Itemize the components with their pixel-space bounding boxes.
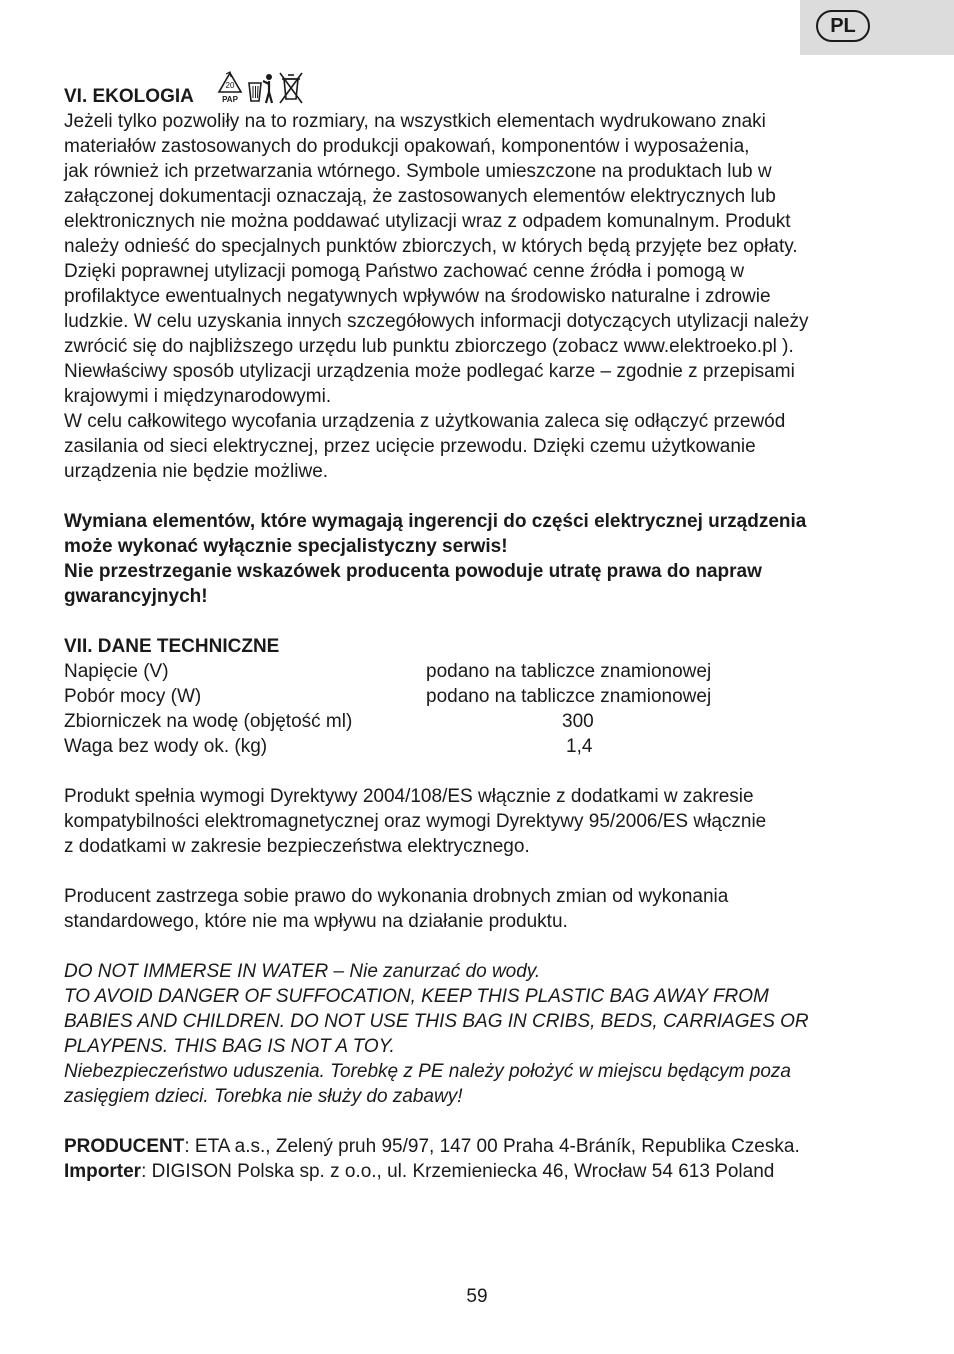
crossed-out-bin-icon [278, 71, 304, 105]
spec-row [64, 684, 884, 709]
spec-label: Waga bez wody ok. (kg) [64, 736, 268, 757]
ecology-line: zwrócić się do najbliższego urzędu lub punktu zbiorczego (zobacz www.elektroeko.pl ). [64, 336, 794, 357]
ecology-line: Jeżeli tylko pozwoliły na to rozmiary, na wszystkich elementach wydrukowano znaki [64, 111, 766, 132]
warning-line: Nie przestrzeganie wskazówek producenta powoduje utratę prawa do napraw [64, 561, 762, 582]
spec-row [64, 734, 884, 759]
svg-text:PAP: PAP [221, 95, 238, 104]
ecology-line: należy odnieść do specjalnych punktów zbiorczych, w których będą przyjęte bez opłaty. [64, 236, 798, 257]
ecology-line: załączonej dokumentacji oznaczają, że zastosowanych elementów elektrycznych lub [64, 186, 776, 207]
rights-line: Producent zastrzega sobie prawo do wykonania drobnych zmian od wykonania [64, 886, 729, 907]
spec-value: 1,4 [566, 736, 593, 757]
producer-address: : ETA a.s., Zelený pruh 95/97, 147 00 Praha 4-Bráník, Republika Czeska. [184, 1136, 800, 1157]
spacer [64, 859, 884, 884]
compliance-line: kompatybilności elektromagnetycznej oraz wymogi Dyrektywy 95/2006/ES włącznie [64, 811, 767, 832]
warning-line: Wymiana elementów, które wymagają ingerencji do części elektrycznej urządzenia [64, 511, 807, 532]
service-warning [64, 509, 884, 609]
spec-label: Napięcie (V) [64, 661, 169, 682]
ecology-line: elektronicznych nie można poddawać utylizacji wraz z odpadem komunalnym. Produkt [64, 211, 791, 232]
spec-value: podano na tabliczce znamionowej [426, 661, 712, 682]
spacer [64, 609, 884, 634]
safety-line: DO NOT IMMERSE IN WATER – Nie zanurzać do wody. [64, 961, 541, 982]
recycling-20-pap-icon [216, 71, 244, 105]
spec-value: podano na tabliczce znamionowej [426, 686, 712, 707]
safety-warning [64, 959, 884, 1109]
svg-text:20: 20 [225, 81, 235, 90]
spec-label: Pobór mocy (W) [64, 686, 202, 707]
language-tab [800, 0, 954, 55]
spec-value: 300 [562, 711, 594, 732]
compliance-text [64, 784, 884, 859]
ecology-line: W celu całkowitego wycofania urządzenia z użytkowania zaleca się odłączyć przewód [64, 411, 786, 432]
spacer [64, 1109, 884, 1134]
spacer [64, 934, 884, 959]
importer-line [64, 1159, 884, 1184]
ecology-heading: VI. EKOLOGIA [64, 86, 194, 107]
safety-line: zasięgiem dzieci. Torebka nie służy do zabawy! [64, 1086, 463, 1107]
tech-spec-table [64, 659, 884, 759]
warning-line: może wykonać wyłącznie specjalistyczny serwis! [64, 536, 508, 557]
safety-line: PLAYPENS. THIS BAG IS NOT A TOY. [64, 1036, 395, 1057]
producer-label: PRODUCENT [64, 1136, 185, 1157]
spec-row [64, 659, 884, 684]
safety-line: TO AVOID DANGER OF SUFFOCATION, KEEP THIS PLASTIC BAG AWAY FROM [64, 986, 769, 1007]
rights-text [64, 884, 884, 934]
ecology-line: urządzenia nie będzie możliwe. [64, 461, 329, 482]
ecology-text [64, 109, 884, 484]
tech-heading: VII. DANE TECHNICZNE [64, 636, 280, 657]
person-dropping-trash-icon [247, 71, 275, 105]
ecology-line: jak również ich przetwarzania wtórnego. Symbole umieszczone na produktach lub w [64, 161, 772, 182]
spec-label: Zbiorniczek na wodę (objętość ml) [64, 711, 353, 732]
ecology-line: materiałów zastosowanych do produkcji opakowań, komponentów i wyposażenia, [64, 136, 750, 157]
ecology-line: profilaktyce ewentualnych negatywnych wpływów na środowisko naturalne i zdrowie [64, 286, 771, 307]
ecology-symbols [216, 71, 304, 105]
producer-line [64, 1134, 884, 1159]
page-content [64, 81, 884, 1184]
safety-line: Niebezpieczeństwo uduszenia. Torebkę z PE należy położyć w miejscu będącym poza [64, 1061, 791, 1082]
spec-row [64, 709, 884, 734]
warning-line: gwarancyjnych! [64, 586, 208, 607]
importer-label: Importer [64, 1161, 142, 1182]
ecology-line: zasilania od sieci elektrycznej, przez ucięcie przewodu. Dzięki czemu użytkowanie [64, 436, 756, 457]
compliance-line: z dodatkami w zakresie bezpieczeństwa elektrycznego. [64, 836, 530, 857]
spacer [64, 759, 884, 784]
ecology-heading-row [64, 81, 884, 109]
language-badge: PL [816, 10, 870, 42]
compliance-line: Produkt spełnia wymogi Dyrektywy 2004/108/ES włącznie z dodatkami w zakresie [64, 786, 754, 807]
safety-line: BABIES AND CHILDREN. DO NOT USE THIS BAG IN CRIBS, BEDS, CARRIAGES OR [64, 1011, 809, 1032]
rights-line: standardowego, które nie ma wpływu na działanie produktu. [64, 911, 568, 932]
ecology-line: ludzkie. W celu uzyskania innych szczegółowych informacji dotyczących utylizacji należy [64, 311, 809, 332]
page-number: 59 [466, 1286, 488, 1307]
spacer [64, 484, 884, 509]
ecology-line: Dzięki poprawnej utylizacji pomogą Państwo zachować cenne źródła i pomogą w [64, 261, 745, 282]
ecology-line: Niewłaściwy sposób utylizacji urządzenia może podlegać karze – zgodnie z przepisami [64, 361, 795, 382]
ecology-line: krajowymi i międzynarodowymi. [64, 386, 332, 407]
importer-address: : DIGISON Polska sp. z o.o., ul. Krzemieniecka 46, Wrocław 54 613 Poland [141, 1161, 775, 1182]
